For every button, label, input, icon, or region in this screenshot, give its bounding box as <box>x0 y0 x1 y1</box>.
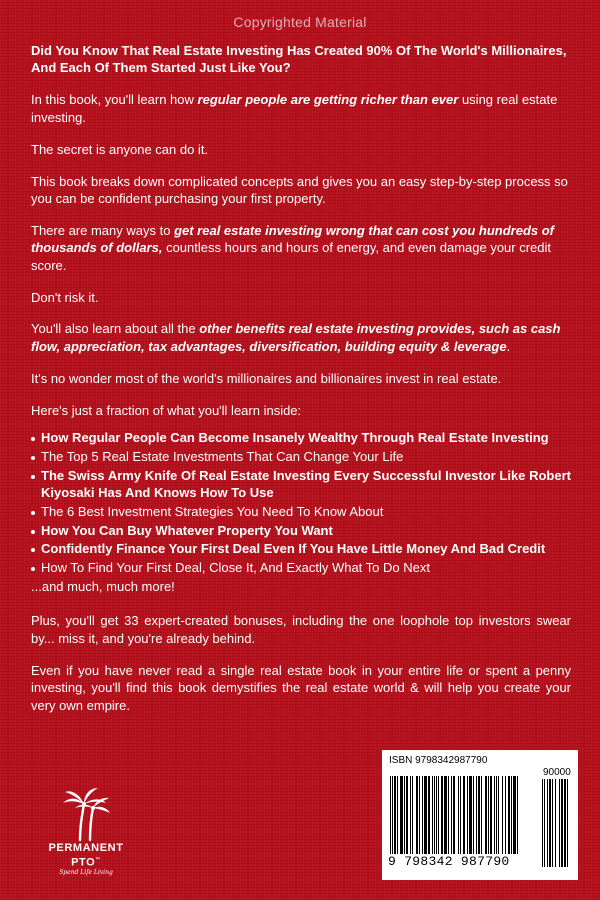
barcode-bars <box>390 776 538 858</box>
paragraph-fraction: Here's just a fraction of what you'll learn inside: <box>31 402 302 418</box>
barcode-stripe <box>494 776 495 854</box>
barcode-stripe <box>428 776 430 854</box>
barcode-stripe <box>496 776 497 854</box>
text-span: countless hours and hours of energy, and even damage your credit score. <box>31 240 552 273</box>
bullet-list <box>31 429 571 595</box>
barcode-stripe <box>410 776 411 854</box>
barcode-stripe <box>542 779 543 867</box>
barcode-stripe <box>547 779 548 867</box>
barcode-stripe <box>485 776 487 854</box>
list-item: How Regular People Can Become Insanely Wealthy Through Real Estate Investing <box>31 429 571 446</box>
list-item: Confidently Finance Your First Deal Even If You Have Little Money And Bad Credit <box>31 540 571 557</box>
barcode-stripe <box>549 779 551 867</box>
barcode-stripe <box>404 776 405 854</box>
barcode-stripe <box>511 776 512 854</box>
barcode-stripe <box>559 779 560 867</box>
barcode-stripe <box>451 776 452 854</box>
paragraph-millionaires: It's no wonder most of the world's millionaires and billionaires invest in real estate. <box>31 370 502 386</box>
barcode-stripe <box>441 776 443 854</box>
barcode-stripe <box>453 776 455 854</box>
barcode-stripe <box>481 776 482 854</box>
barcode-stripe <box>498 776 499 854</box>
barcode-stripe <box>444 776 447 854</box>
text-span: There are many ways to <box>31 222 175 238</box>
barcode-stripe <box>458 776 459 854</box>
emphasis-span: regular people are getting richer than ever <box>197 92 459 108</box>
isbn-barcode <box>382 750 578 880</box>
barcode-stripe <box>419 776 420 854</box>
barcode-stripe <box>390 776 391 854</box>
paragraph-dont-risk: Don't risk it. <box>31 289 99 305</box>
barcode-stripe <box>564 779 566 867</box>
barcode-stripe <box>448 776 449 854</box>
list-item: The Swiss Army Knife Of Real Estate Investing Every Successful Investor Like Robert Kiyosaki Has And Knows How To Use <box>31 467 571 502</box>
barcode-stripe <box>463 776 465 854</box>
barcode-stripe <box>473 776 474 854</box>
barcode-stripe <box>478 776 480 854</box>
headline: Did You Know That Real Estate Investing Has Created 90% Of The World's Millionaires, And Each Of Them Started Just Like You? <box>31 43 567 76</box>
list-more: ...and much, much more! <box>31 579 175 595</box>
barcode-stripe <box>488 776 489 854</box>
text-span: You'll also learn about all the <box>31 321 200 337</box>
barcode-stripe <box>476 776 477 854</box>
paragraph-bonuses: Plus, you'll get 33 expert-created bonuses, including the one loophole top investors swear by... miss it, and you're already behind. <box>31 613 571 646</box>
logo-name-line2 <box>46 855 126 869</box>
price-code: 90000 <box>543 767 571 778</box>
publisher-logo <box>46 786 126 882</box>
text-span: In this book, you'll learn how <box>31 92 198 108</box>
isbn-label: ISBN 9798342987790 <box>389 755 488 766</box>
barcode-stripe <box>567 779 568 867</box>
paragraph-risks <box>31 222 571 274</box>
list-item: The Top 5 Real Estate Investments That Can Change Your Life <box>31 448 571 465</box>
paragraph-intro <box>31 91 571 126</box>
barcode-stripe <box>561 779 563 867</box>
barcode-stripe <box>460 776 461 854</box>
logo-name-line1: PERMANENT <box>48 842 124 854</box>
barcode-stripe <box>508 776 510 854</box>
barcode-stripe <box>438 776 439 854</box>
emphasis-span: get real estate investing wrong that can cost you hundreds of thousands of dollars, <box>31 222 555 256</box>
barcode-stripe <box>517 776 518 854</box>
logo-pto: PTO <box>71 856 96 869</box>
barcode-stripe <box>406 776 408 854</box>
barcode-stripe <box>400 776 403 854</box>
paragraph-empire: Even if you have never read a single real estate book in your entire life or spent a penny investing, you'll find this book demystifies the real estate world & will help you create your very own empire. <box>31 662 571 713</box>
barcode-stripe <box>434 776 435 854</box>
barcode-stripe <box>555 779 556 867</box>
back-cover-text <box>31 42 571 729</box>
barcode-stripe <box>422 776 423 854</box>
barcode-stripe <box>544 779 545 867</box>
list-item: The 6 Best Investment Strategies You Need To Know About <box>31 503 571 520</box>
list-item: How To Find Your First Deal, Close It, And Exactly What To Do Next <box>31 559 571 576</box>
barcode-digits: 9 798342 987790 <box>388 854 510 869</box>
paragraph-secret: The secret is anyone can do it. <box>31 141 209 157</box>
barcode-stripe <box>505 776 506 854</box>
text-span: using real estate investing. <box>31 92 558 125</box>
barcode-stripe <box>436 776 437 854</box>
barcode-stripe <box>467 776 468 854</box>
paragraph-concepts: This book breaks down complicated concepts and gives you an easy step-by-step process so you can be confident purchasing your first property. <box>31 173 568 206</box>
barcode-stripe <box>424 776 427 854</box>
price-barcode-bars <box>542 779 574 869</box>
barcode-stripe <box>552 779 553 867</box>
barcode-stripe <box>502 776 503 854</box>
logo-trademark: ™ <box>95 857 101 863</box>
barcode-stripe <box>490 776 492 854</box>
barcode-stripe <box>397 776 398 854</box>
emphasis-span: other benefits real estate investing provides, such as cash flow, appreciation, tax advantages, diversification, building equity & leverage <box>31 321 561 354</box>
text-span: . <box>506 338 511 354</box>
barcode-stripe <box>432 776 433 854</box>
paragraph-benefits <box>31 320 571 355</box>
palm-tree-icon <box>60 786 112 842</box>
list-item: How You Can Buy Whatever Property You Want <box>31 522 571 539</box>
copyright-watermark: Copyrighted Material <box>233 14 367 30</box>
barcode-stripe <box>392 776 393 854</box>
barcode-stripe <box>416 776 418 854</box>
barcode-stripe <box>469 776 472 854</box>
barcode-stripe <box>412 776 413 854</box>
barcode-stripe <box>513 776 516 854</box>
barcode-stripe <box>394 776 396 854</box>
logo-tagline: Spend Life Living <box>59 868 113 876</box>
